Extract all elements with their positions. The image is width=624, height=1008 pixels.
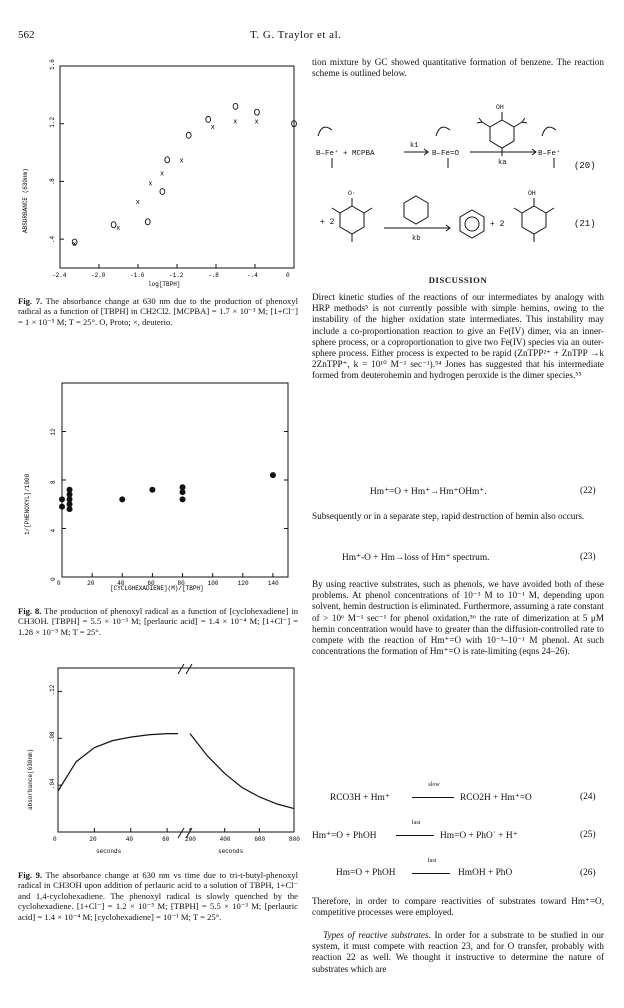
fig8-xtick-label: 20 — [87, 580, 95, 587]
fig7-xtick-label: -2.4 — [52, 272, 67, 279]
fig8-point — [119, 496, 125, 502]
fig7-point-proto — [255, 109, 260, 115]
fig8-ytick-label: 0 — [50, 577, 57, 581]
fig9-xtick-label: 200 — [185, 836, 196, 843]
fig7-xlabel: log[TBPH] — [148, 281, 181, 288]
fig7-frame — [60, 66, 294, 268]
fig9-ylabel: absorbance(630nm) — [27, 748, 34, 810]
fig8-caption — [18, 606, 298, 637]
fig7-point-deuterio: x — [233, 118, 238, 127]
paragraph-1: Direct kinetic studies of the reactions of our intermediates by analogy with HRP methods⁵ is not currently possible with simple hemins, owing to the instability of the higher oxidation state intermediates. This instability may include a co-proportionation reaction to give an Fe(IV) dimer, via an inner-sphere process, or a coproportionation to give two Fe(IV) species via an outer-sphere process. Either process is expected to be rapid (ZnTPP²⁺ + ZnTPP →k 2ZnTPP⁺, k = 10¹⁰ M⁻¹ sec⁻¹).⁵⁴ Jones has suggested that his intermediate formed from deuterohemin and hydrogen peroxide is the dimer species.⁵⁵ — [312, 292, 604, 381]
intro-paragraph: tion mixture by GC showed quantitative formation of benzene. The reaction scheme is outlined below. — [312, 57, 604, 79]
eq25-number: (25) — [580, 830, 596, 840]
fig7-xtick-label: -.8 — [208, 272, 219, 279]
fig8-point — [180, 496, 186, 502]
fig9-caption-text: The absorbance change at 630 nm vs time due to tri-t-butyl-phenoxyl radical in CH3OH upon addition of perlauric acid to a solution of TBPH, 1+Cl⁻ and 1,4-cyclohexadiene. The phenoxyl radical is slowly quenched by the cyclohexadiene. [1+Cl⁻] = 1.2 × 10⁻⁵ M; [TBPH] = 5.5 × 10⁻³ M; [perlauric acid] = 1.4 × 10⁻⁴ M; [cyclohexadiene] = 10⁻¹ M; T = 25°. — [18, 870, 298, 922]
fig9-xlabel: seconds — [96, 848, 122, 855]
fig8-caption-label: Fig. 8. — [18, 606, 42, 616]
fig9-caption — [18, 870, 298, 922]
fig7-point-deuterio: x — [148, 180, 153, 189]
eq21-oh: OH — [528, 190, 536, 197]
eq21-number: (21) — [574, 219, 596, 229]
discussion-heading: DISCUSSION — [428, 275, 488, 285]
eq22-number: (22) — [580, 486, 596, 496]
eq20-right: B–Fe⁺ — [538, 150, 561, 158]
fig9-xtick-label: 600 — [254, 836, 266, 843]
fig7-point-deuterio: x — [135, 199, 140, 208]
eq26-right: HmOH + PhO — [458, 868, 513, 878]
eq26-left: Hm=O + PhOH — [336, 868, 396, 878]
eq24-over: slow — [428, 782, 440, 788]
fig9-xtick-label: 20 — [89, 836, 97, 843]
eq20-oh: OH — [496, 104, 504, 111]
eq20-k1: k1 — [410, 142, 419, 150]
fig9-ytick-label: .12 — [49, 684, 56, 696]
eq22-text: Hm⁺=O + Hm⁺→Hm⁺OHm⁺. — [370, 487, 487, 497]
fig7-ytick-label: 1.2 — [49, 116, 56, 128]
fig8-point — [67, 487, 73, 493]
fig7-point-proto — [186, 132, 191, 138]
fig7-point-deuterio: x — [210, 124, 215, 133]
eq26-arrow — [412, 873, 450, 874]
eq21-o: O· — [348, 190, 356, 197]
eq20-middle: B–Fe=O — [432, 150, 460, 158]
fig8-point — [59, 496, 65, 502]
fig7-point-deuterio: x — [254, 118, 259, 127]
fig8-frame — [62, 383, 288, 577]
paragraph-2: Subsequently or in a separate step, rapid destruction of hemin also occurs. — [312, 511, 585, 521]
fig7-point-proto — [233, 103, 238, 109]
fig7-point-proto — [206, 116, 211, 122]
paragraph-5-heading: Types of reactive substrates. — [323, 930, 431, 940]
eq24-right: RCO2H + Hm⁺=O — [460, 793, 532, 803]
scheme-eq21 — [312, 186, 604, 252]
fig9-decay-line — [190, 734, 294, 809]
fig8-xtick-label: 80 — [177, 580, 185, 587]
fig9-ytick-label: .04 — [48, 778, 56, 790]
fig8-caption-text: The production of phenoxyl radical as a function of [cyclohexadiene] in CH3OH. [TBPH] = 5.5 × 10⁻³ M; [perlauric acid] = 1.4 × 10⁻⁴ M; [1+Cl⁻] = 1.28 × 10⁻⁵ M; T = 25°. — [18, 606, 298, 637]
fig9-break-top — [178, 664, 192, 674]
fig9-xtick-label: 40 — [125, 836, 133, 843]
fig7-point-deuterio: x — [72, 240, 77, 249]
eq24-arrow — [412, 797, 454, 798]
fig7-xtick-label: -2.0 — [91, 272, 106, 279]
fig9-xtick-label: 60 — [162, 836, 170, 843]
fig8-xtick-label: 60 — [147, 580, 155, 587]
eq26-number: (26) — [580, 868, 596, 878]
fig8-ytick-label: 4 — [50, 528, 57, 533]
fig8-point — [59, 504, 65, 510]
fig7-caption-label: Fig. 7. — [18, 296, 43, 306]
eq25-right: Hm=O + PhO˙ + H⁺ — [440, 831, 518, 841]
eq21-right: + 2 — [490, 220, 505, 229]
fig9-xtick-label: 0 — [53, 836, 57, 843]
fig7-xtick-label: 0 — [286, 272, 290, 279]
eq23-number: (23) — [580, 552, 596, 562]
fig9-xlabel2: seconds — [218, 848, 244, 855]
fig8-chart — [18, 355, 300, 595]
eq25-left: Hm⁺=O + PhOH — [312, 831, 377, 841]
fig7-ytick-label: 1.6 — [49, 59, 56, 70]
fig8-point — [270, 472, 276, 478]
fig7-ytick-label: .8 — [49, 178, 56, 186]
fig7-ytick-label: .4 — [49, 235, 56, 244]
fig7-point-proto — [145, 219, 150, 225]
eq25-over: fast — [411, 820, 421, 826]
fig9-rise-line — [58, 734, 178, 791]
fig9-frame — [58, 668, 294, 832]
eq24-number: (24) — [580, 792, 596, 802]
fig8-point — [180, 484, 186, 490]
eq24-left: RCO3H + Hm⁺ — [330, 793, 390, 803]
fig7-xtick-label: -1.2 — [169, 272, 184, 279]
fig7-ylabel: ABSORBANCE (630nm) — [22, 168, 29, 233]
fig7-point-deuterio: x — [159, 170, 165, 179]
fig9-ytick-label: .08 — [49, 731, 56, 743]
fig8-xtick-label: 120 — [237, 580, 249, 587]
fig7-point-proto — [160, 189, 165, 195]
fig8-xtick-label: 140 — [267, 580, 279, 587]
fig8-xtick-label: 0 — [57, 580, 61, 587]
fig7-xtick-label: -1.6 — [130, 272, 145, 279]
eq26-over: fast — [427, 858, 437, 864]
fig9-xtick-label: 400 — [219, 836, 231, 843]
eq21-kb: kb — [412, 235, 421, 243]
fig7-point-deuterio: x — [116, 225, 121, 234]
fig8-xlabel: [CYCLOHEXADIENE](M)/[TBPH] — [110, 585, 204, 592]
paragraph-4: Therefore, in order to compare reactivities of substrates toward Hm⁺=O, competitive processes were employed. — [312, 896, 604, 918]
fig8-ylabel: 1/[PHENOXYL]/1000 — [24, 473, 31, 535]
fig7-caption-text: The absorbance change at 630 nm due to the production of phenoxyl radical as a function of [TBPH] in CH2Cl2. [MCPBA] = 1.7 × 10⁻³ M; [1+Cl⁻] = 1 × 10⁻⁵ M; T = 25°. O, Proto; ×, deuterio. — [18, 296, 298, 327]
page-number: 562 — [18, 29, 35, 41]
fig7-xtick-label: -.4 — [247, 272, 258, 279]
fig8-point — [149, 487, 155, 493]
paragraph-3: By using reactive substrates, such as phenols, we have avoided both of these problems. At phenol concentrations of 10⁻³ M to 10⁻¹ M, depending upon solvent, hemin destruction is eliminated. Furthermore, assuming a rate constant of > 10⁶ M⁻¹ sec⁻¹ for phenol oxidation,⁵⁶ the rate of dimerization at 5 μM hemin concentration would have to greater than the diffusion-controlled rate to compete with the reaction of Hm⁺=O with 10⁻³–10⁻¹ M phenol. At such concentrations the formation of Hm⁺=O is rate-limiting (eqns 24–26). — [312, 579, 604, 657]
eq25-arrow — [396, 835, 434, 836]
eq21-left: + 2 — [320, 218, 335, 227]
fig7-point-proto — [165, 157, 170, 163]
eq20-left: B–Fe⁺ + MCPBA — [316, 150, 375, 158]
fig9-caption-label: Fig. 9. — [18, 870, 43, 880]
fig8-xtick-label: 100 — [207, 580, 219, 587]
fig7-caption — [18, 296, 298, 327]
paragraph-5-text: In order for a substrate to be studied in our system, it must compete with reaction 23, and for O transfer, probably with reaction 22 as well. We thought it instructive to determine the nature of substrates which are — [312, 930, 604, 974]
running-title: T. G. Traylor et al. — [250, 29, 342, 41]
paragraph-5 — [312, 930, 604, 975]
fig7-chart — [18, 58, 300, 290]
fig8-ytick-label: 12 — [50, 428, 57, 436]
fig8-xtick-label: 40 — [117, 580, 125, 587]
eq20-ka: ka — [498, 159, 507, 167]
fig7-point-deuterio: x — [179, 157, 184, 166]
eq23-text: Hm⁺-O + Hm→loss of Hm⁺ spectrum. — [342, 553, 490, 563]
fig9-xtick-label: 800 — [289, 836, 300, 843]
fig9-chart — [18, 660, 300, 858]
fig8-ytick-label: 8 — [50, 480, 57, 484]
eq20-number: (20) — [574, 161, 596, 171]
scheme-eq20 — [312, 98, 604, 184]
